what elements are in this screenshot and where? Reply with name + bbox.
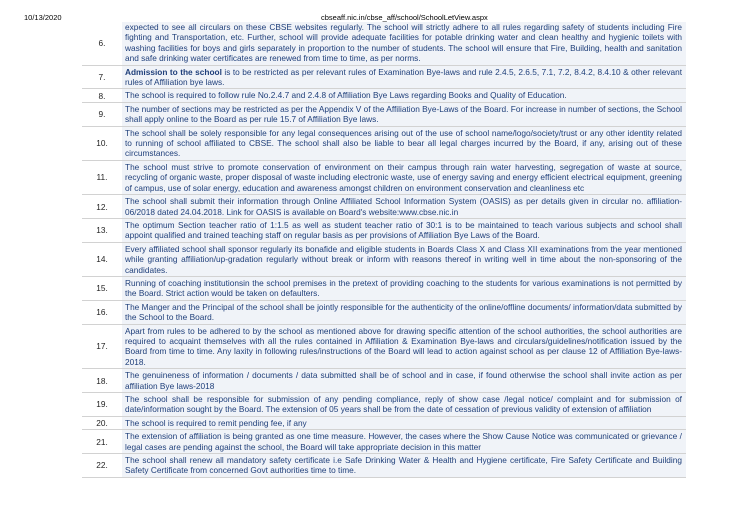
condition-row <box>82 161 686 195</box>
condition-number: 17. <box>82 325 122 369</box>
condition-body: The genuineness of information / documents / data submitted shall be of school and in case, if found otherwise the school shall invite action as per affiliation Bye laws-2018 <box>125 370 682 391</box>
condition-row <box>82 66 686 90</box>
print-date: 10/13/2020 <box>24 13 62 22</box>
condition-row <box>82 277 686 301</box>
condition-row <box>82 393 686 417</box>
condition-row <box>82 219 686 243</box>
condition-number: 15. <box>82 277 122 300</box>
condition-row <box>82 301 686 325</box>
condition-text <box>122 89 686 101</box>
condition-number: 7. <box>82 66 122 89</box>
print-url: cbseaff.nic.in/cbse_aff/school/SchoolLetView.aspx <box>321 13 488 22</box>
condition-number: 13. <box>82 219 122 242</box>
condition-body: Running of coaching institutionsin the school premises in the pretext of providing coaching to the students for various examinations is not permitted by the Board. Strict action would be taken on defaulters. <box>125 277 682 299</box>
condition-text <box>122 301 686 324</box>
condition-text <box>122 393 686 416</box>
condition-body: The school shall be responsible for submission of any pending compliance, reply of show case /legal notice/ complaint and for submission of date/information sought by the Board. The extension of 05 years shall be from the date of cessation of previous validity of extension of affiliation <box>125 394 682 415</box>
condition-row <box>82 454 686 478</box>
condition-body: The Manger and the Principal of the school shall be jointly responsible for the authenticity of the online/offline documents/ information/data submitted by the School to the Board. <box>125 301 682 323</box>
condition-body: The school is required to remit pending fee, if any <box>125 417 307 428</box>
condition-body: The school shall submit their information through Online Affiliated School Information System (OASIS) as per details given in circular no. affiliation-06/2018 dated 24.04.2018. Link for OASIS is available on Board's website:www.cbse.nic.in <box>125 196 682 217</box>
condition-number: 21. <box>82 430 122 453</box>
condition-row <box>82 243 686 277</box>
condition-row <box>82 430 686 454</box>
condition-row <box>82 325 686 370</box>
condition-text <box>122 369 686 392</box>
condition-number: 11. <box>82 161 122 194</box>
condition-bold-lead: Admission to the school <box>125 66 222 77</box>
condition-body: The school shall be solely responsible for any legal consequences arising out of the use of school name/logo/society/trust or any other identity related to running of school affiliated to CBSE. The school shall also be liable to bear all legal charges incurred by the Board, if any, arising out of these circumstances. <box>125 127 682 159</box>
condition-row <box>82 89 686 102</box>
condition-text <box>122 454 686 477</box>
condition-text <box>122 243 686 276</box>
affiliation-conditions-list <box>82 22 686 512</box>
condition-body: The school shall renew all mandatory safety certificate i.e Safe Drinking Water & Health and Hygiene certificate, Fire Safety Certificate and Building Safety Certificate from concerned Govt authorities time to time. <box>125 455 682 476</box>
condition-number: 6. <box>82 22 122 65</box>
condition-body: Every affiliated school shall sponsor regularly its bonafide and eligible students in Boards Class X and Class XII examinations from the year mentioned while granting affiliation/up-gradation regularly without break or inform with reasons thereof in writing well in time about the non-sponsoring of the candidates. <box>125 243 682 275</box>
condition-number: 12. <box>82 195 122 218</box>
condition-text <box>122 195 686 218</box>
condition-text <box>122 417 686 429</box>
condition-body: expected to see all circulars on these CBSE websites regularly. The school will strictly adhere to all rules regarding safety of students including Fire fighting and Transportation, etc. Further, school will provide adequate facilities for potable drinking water and clean healthy and hygienic toilets with washing facilities for boys and girls separately in proportion to the number of students. The school will ensure that Fire, Building, health and sanitation and safe drinking water certificates are renewed from time to time, as per norms. <box>125 22 682 64</box>
condition-row <box>82 369 686 393</box>
condition-row <box>82 195 686 219</box>
condition-number: 18. <box>82 369 122 392</box>
condition-text <box>122 66 686 89</box>
condition-body: The school must strive to promote conservation of environment on their campus through rain water harvesting, segregation of waste at source, recycling of organic waste, proper disposal of waste including electronic waste, use of energy saving and energy efficient electrical equipment, greening of campus, use of solar energy, education and awareness amongst children on environment conservation and cleanliness etc <box>125 161 682 193</box>
condition-number: 16. <box>82 301 122 324</box>
condition-number: 22. <box>82 454 122 477</box>
print-header <box>0 0 739 22</box>
condition-text <box>122 325 686 369</box>
condition-row <box>82 127 686 161</box>
condition-number: 8. <box>82 89 122 101</box>
condition-body: The number of sections may be restricted as per the Appendix V of the Affiliation Bye-Laws of the Board. For increase in number of sections, the School shall apply online to the Board as per rule 15.7 of Affiliation Bye laws. <box>125 103 682 125</box>
condition-body: is to be restricted as per relevant rules of Examination Bye-laws and rule 2.4.5, 2.6.5, 7.1, 7.2, 8.4.2, 8.4.10 & other relevant rules of Affiliation bye laws. <box>125 66 683 88</box>
condition-number: 10. <box>82 127 122 160</box>
condition-number: 9. <box>82 103 122 126</box>
condition-text <box>122 161 686 194</box>
condition-text <box>122 22 686 65</box>
condition-row <box>82 22 686 66</box>
condition-row <box>82 417 686 430</box>
condition-text <box>122 219 686 242</box>
condition-body: The optimum Section teacher ratio of 1:1.5 as well as student teacher ratio of 30:1 is to be maintained to teach various subjects and school shall appoint qualified and trained teaching staff on regular basis as per provisions of Affiliation Bye Laws of the Board. <box>125 219 682 241</box>
condition-body: Apart from rules to be adhered to by the school as mentioned above for drawing specific attention of the school authorities, the school authorities are required to acquaint themselves with all the rules contained in Affiliation & Examination Bye-laws and circulars/guidelines/notification issued by the Board from time to time. Any laxity in following rules/instructions of the Board will lead to action against school as per clause 12 of Affiliation Bye-laws-2018. <box>125 325 682 367</box>
condition-text <box>122 277 686 300</box>
condition-body: The school is required to follow rule No.2.4.7 and 2.4.8 of Affiliation Bye Laws regarding Books and Quality of Education. <box>125 90 567 101</box>
condition-row <box>82 103 686 127</box>
condition-number: 19. <box>82 393 122 416</box>
condition-text <box>122 103 686 126</box>
condition-text <box>122 430 686 453</box>
condition-number: 20. <box>82 417 122 429</box>
condition-number: 14. <box>82 243 122 276</box>
condition-text <box>122 127 686 160</box>
condition-body: The extension of affiliation is being granted as one time measure. However, the cases where the Show Cause Notice was communicated or grievance / legal cases are pending against the school, the Board will take appropriate decision in this matter <box>125 431 682 452</box>
